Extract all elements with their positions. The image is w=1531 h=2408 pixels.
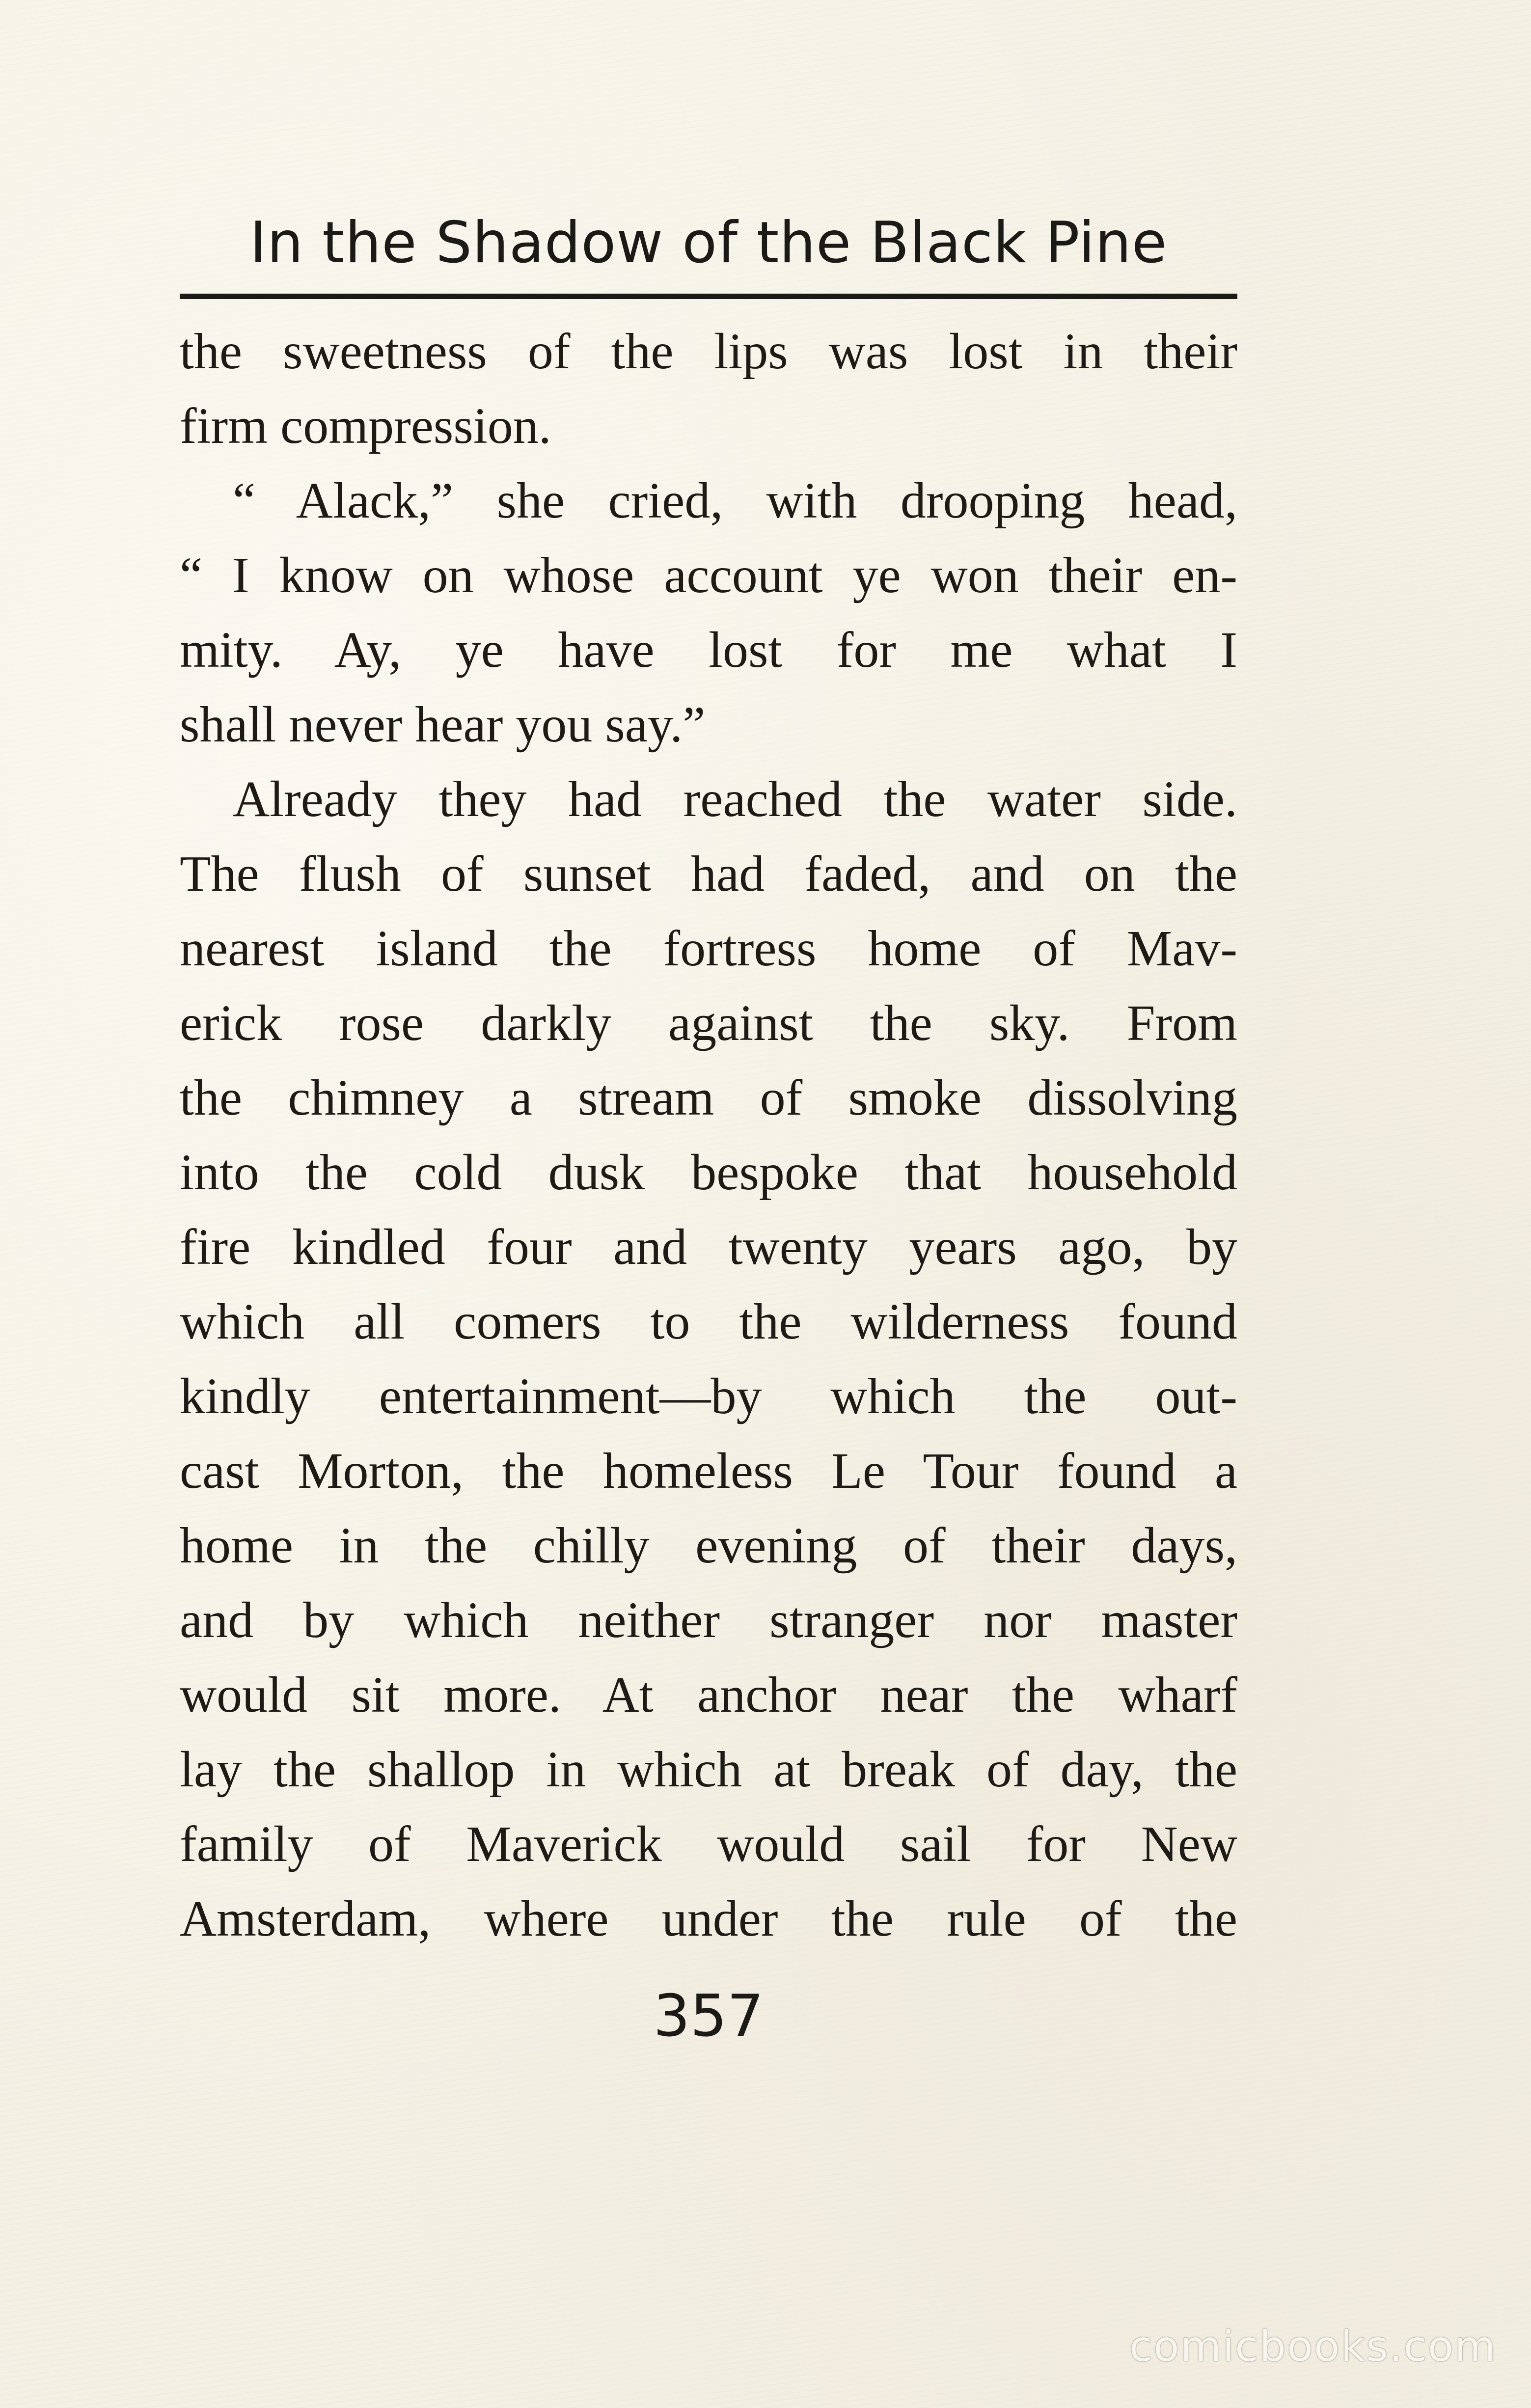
text-line: the sweetness of the lips was lost in their	[180, 323, 1237, 380]
page-number: 357	[653, 1982, 764, 2050]
text-line: “ Alack,” she cried, with drooping head,	[233, 472, 1237, 529]
text-line: kindly entertainment—by which the out-	[180, 1368, 1237, 1424]
text-line: fire kindled four and twenty years ago, by	[180, 1219, 1237, 1275]
text-line: and by which neither stranger nor master	[180, 1592, 1237, 1648]
text-line: “ I know on whose account ye won their en-	[180, 547, 1237, 603]
text-line: into the cold dusk bespoke that household	[180, 1144, 1237, 1201]
text-line: which all comers to the wilderness found	[180, 1293, 1237, 1350]
text-line: family of Maverick would sail for New	[180, 1816, 1237, 1872]
text-line: erick rose darkly against the sky. From	[180, 995, 1237, 1051]
text-line: mity. Ay, ye have lost for me what I	[180, 622, 1237, 678]
text-line: Already they had reached the water side.	[233, 771, 1237, 827]
text-line: nearest island the fortress home of Mav-	[180, 920, 1237, 977]
text-line: lay the shallop in which at break of day, the	[180, 1741, 1237, 1798]
running-head: In the Shadow of the Black Pine	[249, 210, 1168, 276]
text-line: Amsterdam, where under the rule of the	[180, 1890, 1237, 1947]
text-line: would sit more. At anchor near the wharf	[180, 1667, 1237, 1723]
text-line: the chimney a stream of smoke dissolving	[180, 1069, 1237, 1126]
text-line: The flush of sunset had faded, and on the	[180, 846, 1237, 902]
text-line: firm compression.	[180, 398, 551, 454]
body-text	[180, 314, 1237, 1956]
header-rule	[180, 294, 1237, 299]
text-line: shall never hear you say.”	[180, 696, 706, 753]
watermark: comicbooks.com	[1129, 2322, 1497, 2371]
text-line: home in the chilly evening of their days,	[180, 1517, 1237, 1574]
text-line: cast Morton, the homeless Le Tour found a	[180, 1443, 1237, 1499]
